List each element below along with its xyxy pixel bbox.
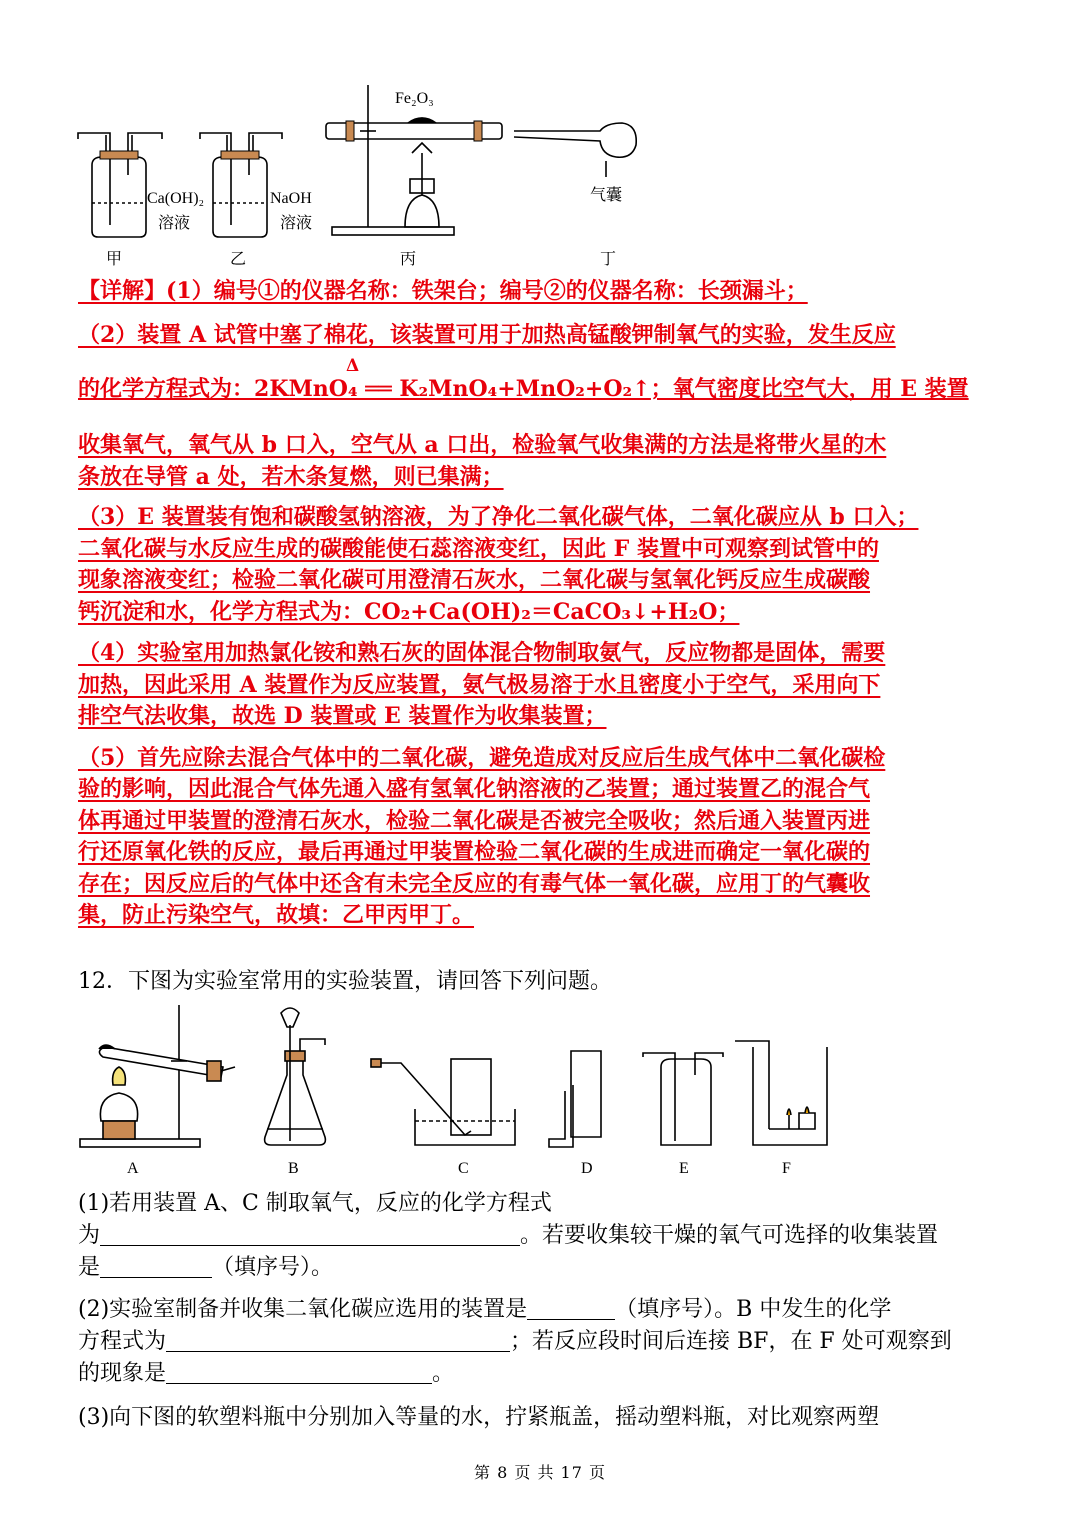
- q1-line-1: (1)若用装置 A、C 制取氧气，反应的化学方程式: [78, 1191, 552, 1216]
- answer-line-16: 行还原氧化铁的反应，最后再通过甲装置检验二氧化碳的生成进而确定一氧化碳的: [78, 839, 871, 865]
- q2-line-3: [78, 1358, 1008, 1390]
- gas-bag-ding: [514, 123, 636, 177]
- q2-line-2-prefix: 方程式为: [78, 1329, 167, 1354]
- q2-line-3-suffix: 。: [432, 1361, 455, 1386]
- answer-blank-1[interactable]: [100, 1223, 520, 1246]
- q1-line-2: [78, 1220, 1008, 1252]
- question-12-title: 12．下图为实验室常用的实验装置，请回答下列问题。: [78, 969, 612, 994]
- q2-line-2-suffix: ；若反应段时间后连接 BF，在 F 处可观察到: [510, 1329, 952, 1354]
- caoh2-label: Ca(OH)₂: [147, 190, 205, 207]
- top-apparatus-figure: [70, 75, 650, 265]
- answer-blank-2[interactable]: [100, 1255, 212, 1278]
- answer-line-12: 排空气法收集，故选 D 装置或 E 装置作为收集装置；: [78, 703, 607, 729]
- fig-label-c: C: [458, 1160, 469, 1177]
- q2-line-1: [78, 1294, 1008, 1326]
- apparatus-c: [371, 1059, 515, 1145]
- answer-blank-5[interactable]: [166, 1361, 432, 1384]
- answer-blank-3[interactable]: [527, 1297, 615, 1320]
- fig-label-d: D: [581, 1160, 593, 1177]
- answer-line-10: （4）实验室用加热氯化铵和熟石灰的固体混合物制取氨气，反应物都是固体，需要: [78, 640, 886, 666]
- q2-line-1-suffix: （填序号）。B 中发生的化学: [615, 1297, 892, 1322]
- apparatus-b: [265, 1008, 326, 1145]
- answer-line-14: 验的影响，因此混合气体先通入盛有氢氧化钠溶液的乙装置；通过装置乙的混合气: [78, 776, 871, 802]
- label-yi: 乙: [230, 251, 247, 268]
- gas-washing-bottle-yi: [200, 133, 282, 237]
- q1-line-3-prefix: 是: [78, 1255, 101, 1280]
- answer-line-6: （3）E 装置装有饱和碳酸氢钠溶液，为了净化二氧化碳气体，二氧化碳应从 b 口入；: [78, 504, 919, 530]
- fig-label-a: A: [127, 1160, 139, 1177]
- naoh-label: NaOH: [270, 190, 312, 207]
- answer-line-11: 加热，因此采用 A 装置作为反应装置，氨气极易溶于水且密度小于空气，采用向下: [78, 671, 881, 698]
- equation-text: 2KMnO₄ ══ K₂MnO₄+MnO₂+O₂↑: [254, 376, 651, 402]
- q1-line-3-suffix: （填序号）。: [212, 1255, 334, 1280]
- q1-line-2-prefix: 为: [78, 1223, 101, 1248]
- apparatus-a: [80, 1005, 235, 1147]
- solution-label-2: 溶液: [280, 215, 313, 232]
- answer-line-5: 条放在导管 a 处，若木条复燃，则已集满；: [78, 463, 504, 490]
- answer-line-3-suffix: ；氧气密度比空气大，用 E 装置: [650, 376, 969, 402]
- answer-line-1: 【详解】(1）编号①的仪器名称：铁架台；编号②的仪器名称：长颈漏斗；: [78, 278, 808, 304]
- fe2o3-label: Fe₂O₃: [395, 90, 434, 107]
- question-12-3: (3)向下图的软塑料瓶中分别加入等量的水，拧紧瓶盖，摇动塑料瓶，对比观察两塑: [78, 1405, 880, 1430]
- answer-line-15: 体再通过甲装置的澄清石灰水，检验二氧化碳是否被完全吸收；然后通入装置丙进: [78, 807, 871, 834]
- fig-label-b: B: [288, 1160, 299, 1177]
- apparatus-d: [549, 1051, 601, 1147]
- answer-line-17: 存在；因反应后的气体中还含有未完全反应的有毒气体一氧化碳，应用丁的气囊收: [78, 870, 871, 897]
- answer-line-2: （2）装置 A 试管中塞了棉花，该装置可用于加热高锰酸钾制氧气的实验，发生反应: [78, 321, 896, 348]
- answer-blank-4[interactable]: [166, 1329, 510, 1352]
- apparatus-e: [643, 1053, 723, 1145]
- q1-line-3: [78, 1252, 1008, 1284]
- q1-line-2-suffix: 。若要收集较干燥的氧气可选择的收集装置: [520, 1223, 939, 1248]
- gas-washing-bottle-jia: [78, 133, 162, 237]
- question-12-2: [78, 1294, 1008, 1390]
- equation-line: [78, 356, 1008, 403]
- gas-bag-label: 气囊: [590, 187, 623, 204]
- delta-sign: Δ: [346, 356, 360, 376]
- answer-line-9: 钙沉淀和水，化学方程式为：CO₂+Ca(OH)₂＝CaCO₃↓+H₂O；: [78, 598, 740, 625]
- q2-line-2: [78, 1326, 1008, 1358]
- q2-line-1-prefix: (2)实验室制备并收集二氧化碳应选用的装置是: [78, 1297, 528, 1322]
- apparatus-f: [735, 1041, 827, 1145]
- question-12-1: [78, 1188, 1008, 1284]
- label-jia: 甲: [106, 251, 123, 268]
- q2-line-3-prefix: 的现象是: [78, 1361, 167, 1386]
- solution-label-1: 溶液: [158, 215, 191, 232]
- label-bing: 丙: [400, 251, 417, 268]
- label-ding: 丁: [600, 251, 617, 268]
- kmno4-equation: [254, 356, 651, 402]
- fig-label-f: F: [782, 1160, 791, 1177]
- answer-line-8: 现象溶液变红；检验二氧化碳可用澄清石灰水，二氧化碳与氢氧化钙反应生成碳酸: [78, 567, 871, 593]
- answer-line-7: 二氧化碳与水反应生成的碳酸能使石蕊溶液变红，因此 F 装置中可观察到试管中的: [78, 535, 879, 562]
- answer-line-4: 收集氧气，氧气从 b 口入，空气从 a 口出，检验氧气收集满的方法是将带火星的木: [78, 432, 887, 458]
- page-footer: 第 8 页 共 17 页: [474, 1463, 606, 1482]
- answer-explanation-part1: [78, 276, 1008, 351]
- question-12-apparatus-figure: [75, 1005, 845, 1155]
- answer-line-3-prefix: 的化学方程式为：: [78, 376, 255, 402]
- answer-line-13: （5）首先应除去混合气体中的二氧化碳，避免造成对反应后生成气体中二氧化碳检: [78, 744, 886, 771]
- answer-explanation-part2: [78, 430, 1008, 932]
- fig-label-e: E: [679, 1160, 689, 1177]
- answer-line-18: 集，防止污染空气，故填：乙甲丙甲丁。: [78, 902, 475, 928]
